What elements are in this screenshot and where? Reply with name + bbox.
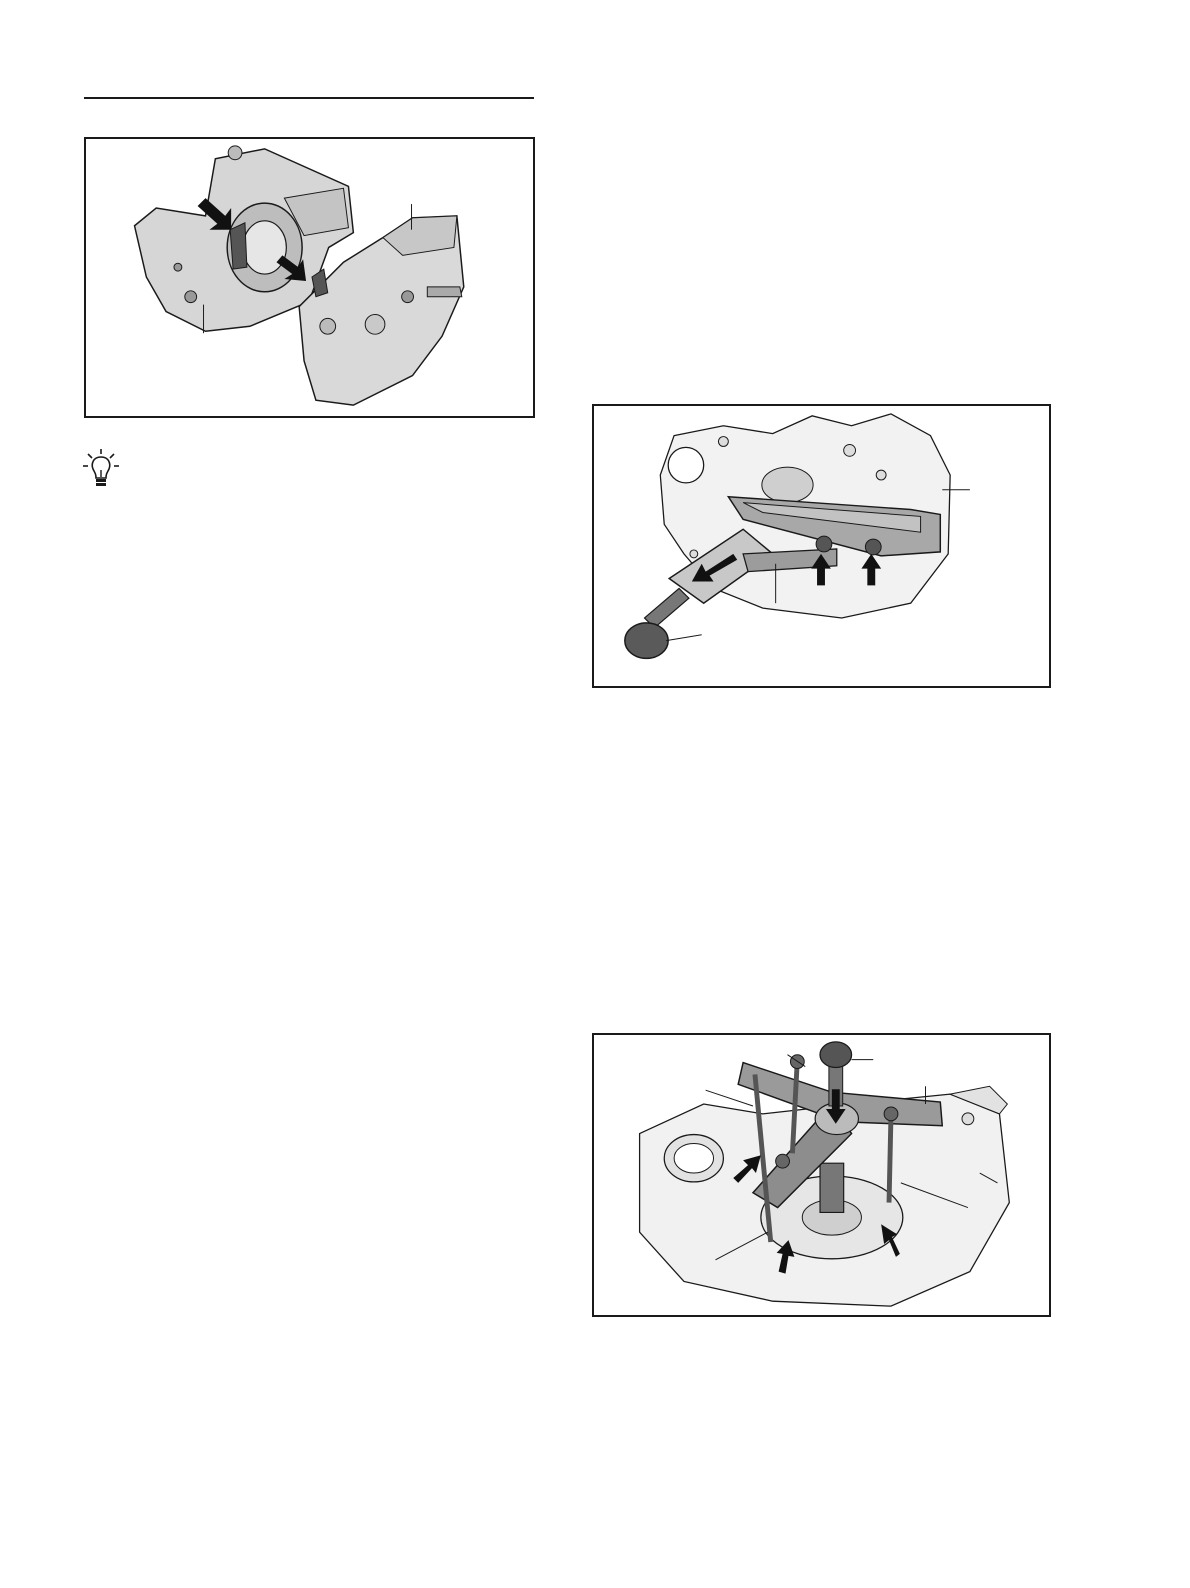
lightbulb-icon xyxy=(82,448,120,490)
crankcase-illustration xyxy=(86,139,533,416)
figure-three-arm-puller xyxy=(592,1033,1051,1317)
puller-illustration xyxy=(594,406,1049,686)
figure-crankcase-separation xyxy=(84,137,535,418)
figure-puller-removal xyxy=(592,404,1051,688)
section-header-rule xyxy=(84,97,534,99)
three-arm-puller-illustration xyxy=(594,1035,1049,1315)
